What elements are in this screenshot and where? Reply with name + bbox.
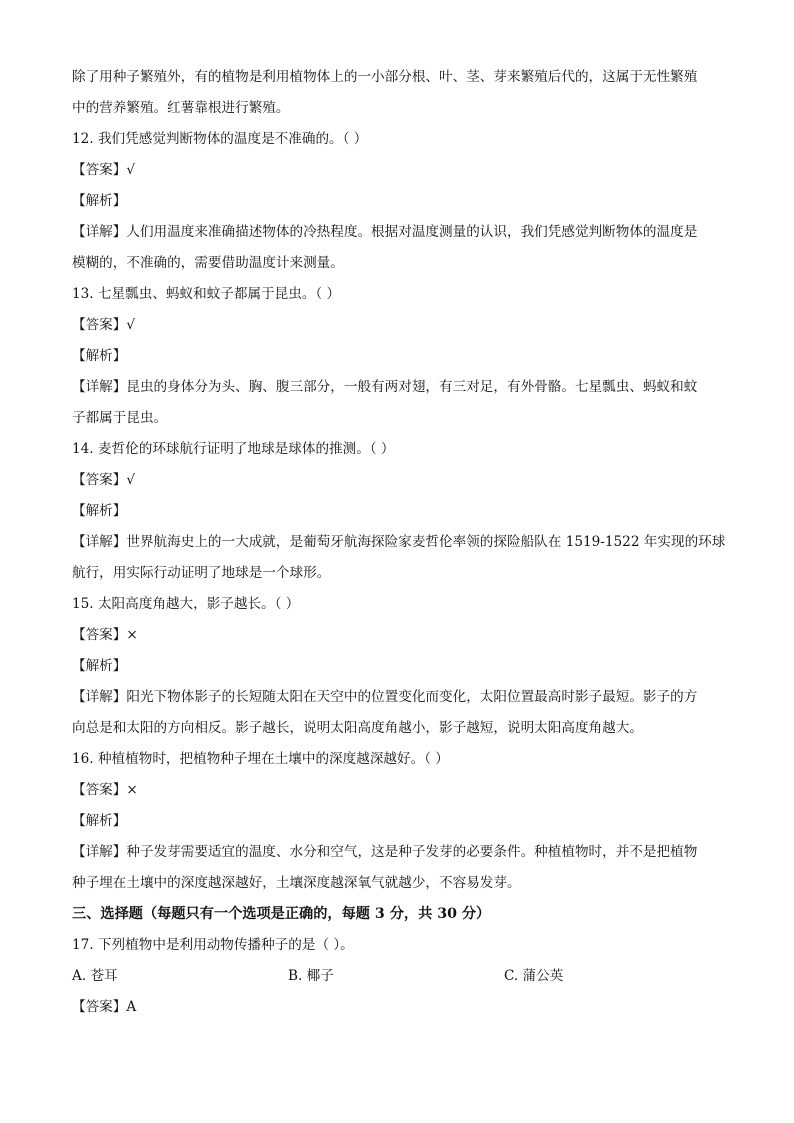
question-14-detail-line-2: 航行，用实际行动证明了地球是一个球形。 (72, 565, 331, 581)
question-15-analysis: 【解析】 (72, 658, 127, 674)
question-12-analysis: 【解析】 (72, 193, 127, 209)
question-13-detail-line-2: 子都属于昆虫。 (72, 410, 168, 426)
question-14-stem: 14. 麦哲伦的环球航行证明了地球是球体的推测。（ ） (72, 441, 395, 457)
question-16-stem: 16. 种植植物时，把植物种子埋在土壤中的深度越深越好。（ ） (72, 751, 449, 767)
question-13-detail-line-1: 【详解】昆虫的身体分为头、胸、腹三部分，一般有两对翅，有三对足，有外骨骼。七星瓢虫、蚂蚁和蚊 (72, 379, 698, 395)
option-a: A. 苍耳 (72, 968, 118, 984)
question-15-detail-line-1: 【详解】阳光下物体影子的长短随太阳在天空中的位置变化而变化，太阳位置最高时影子最短。影子的方 (72, 689, 698, 705)
question-14-answer: 【答案】√ (72, 472, 136, 488)
question-14-detail-line-1: 【详解】世界航海史上的一大成就，是葡萄牙航海探险家麦哲伦率领的探险船队在 1519-1522 年实现的环球 (72, 534, 726, 550)
section-3-heading: 三、选择题（每题只有一个选项是正确的，每题 3 分，共 30 分） (72, 906, 491, 922)
question-16-detail-line-2: 种子埋在土壤中的深度越深越好，土壤深度越深氧气就越少，不容易发芽。 (72, 875, 521, 891)
question-12-detail-line-2: 模糊的，不准确的，需要借助温度计来测量。 (72, 255, 344, 271)
question-17-answer: 【答案】A (72, 999, 137, 1015)
question-13-analysis: 【解析】 (72, 348, 127, 364)
question-12-detail-line-1: 【详解】人们用温度来准确描述物体的冷热程度。根据对温度测量的认识，我们凭感觉判断物体的温度是 (72, 224, 698, 240)
question-15-detail-line-2: 向总是和太阳的方向相反。影子越长，说明太阳高度角越小，影子越短，说明太阳高度角越大。 (72, 720, 643, 736)
question-12-stem: 12. 我们凭感觉判断物体的温度是不准确的。（ ） (72, 131, 368, 147)
question-16-analysis: 【解析】 (72, 813, 127, 829)
question-15-stem: 15. 太阳高度角越大，影子越长。（ ） (72, 596, 300, 612)
question-17-stem: 17. 下列植物中是利用动物传播种子的是（ ）。 (72, 937, 354, 953)
option-c: C. 蒲公英 (504, 968, 564, 984)
question-16-detail-line-1: 【详解】种子发芽需要适宜的温度、水分和空气，这是种子发芽的必要条件。种植植物时，并不是把植物 (72, 844, 698, 860)
option-b: B. 椰子 (288, 968, 334, 984)
question-13-answer: 【答案】√ (72, 317, 136, 333)
question-13-stem: 13. 七星瓢虫、蚂蚁和蚊子都属于昆虫。（ ） (72, 286, 341, 302)
question-16-answer: 【答案】× (72, 782, 138, 798)
intro-text-line-1: 除了用种子繁殖外，有的植物是利用植物体上的一小部分根、叶、茎、芽来繁殖后代的，这属于无性繁殖 (72, 69, 698, 85)
intro-text-line-2: 中的营养繁殖。红薯靠根进行繁殖。 (72, 100, 290, 116)
document-body (72, 62, 724, 1023)
question-12-answer: 【答案】√ (72, 162, 136, 178)
question-14-analysis: 【解析】 (72, 503, 127, 519)
question-17-options (72, 961, 724, 992)
question-15-answer: 【答案】× (72, 627, 138, 643)
